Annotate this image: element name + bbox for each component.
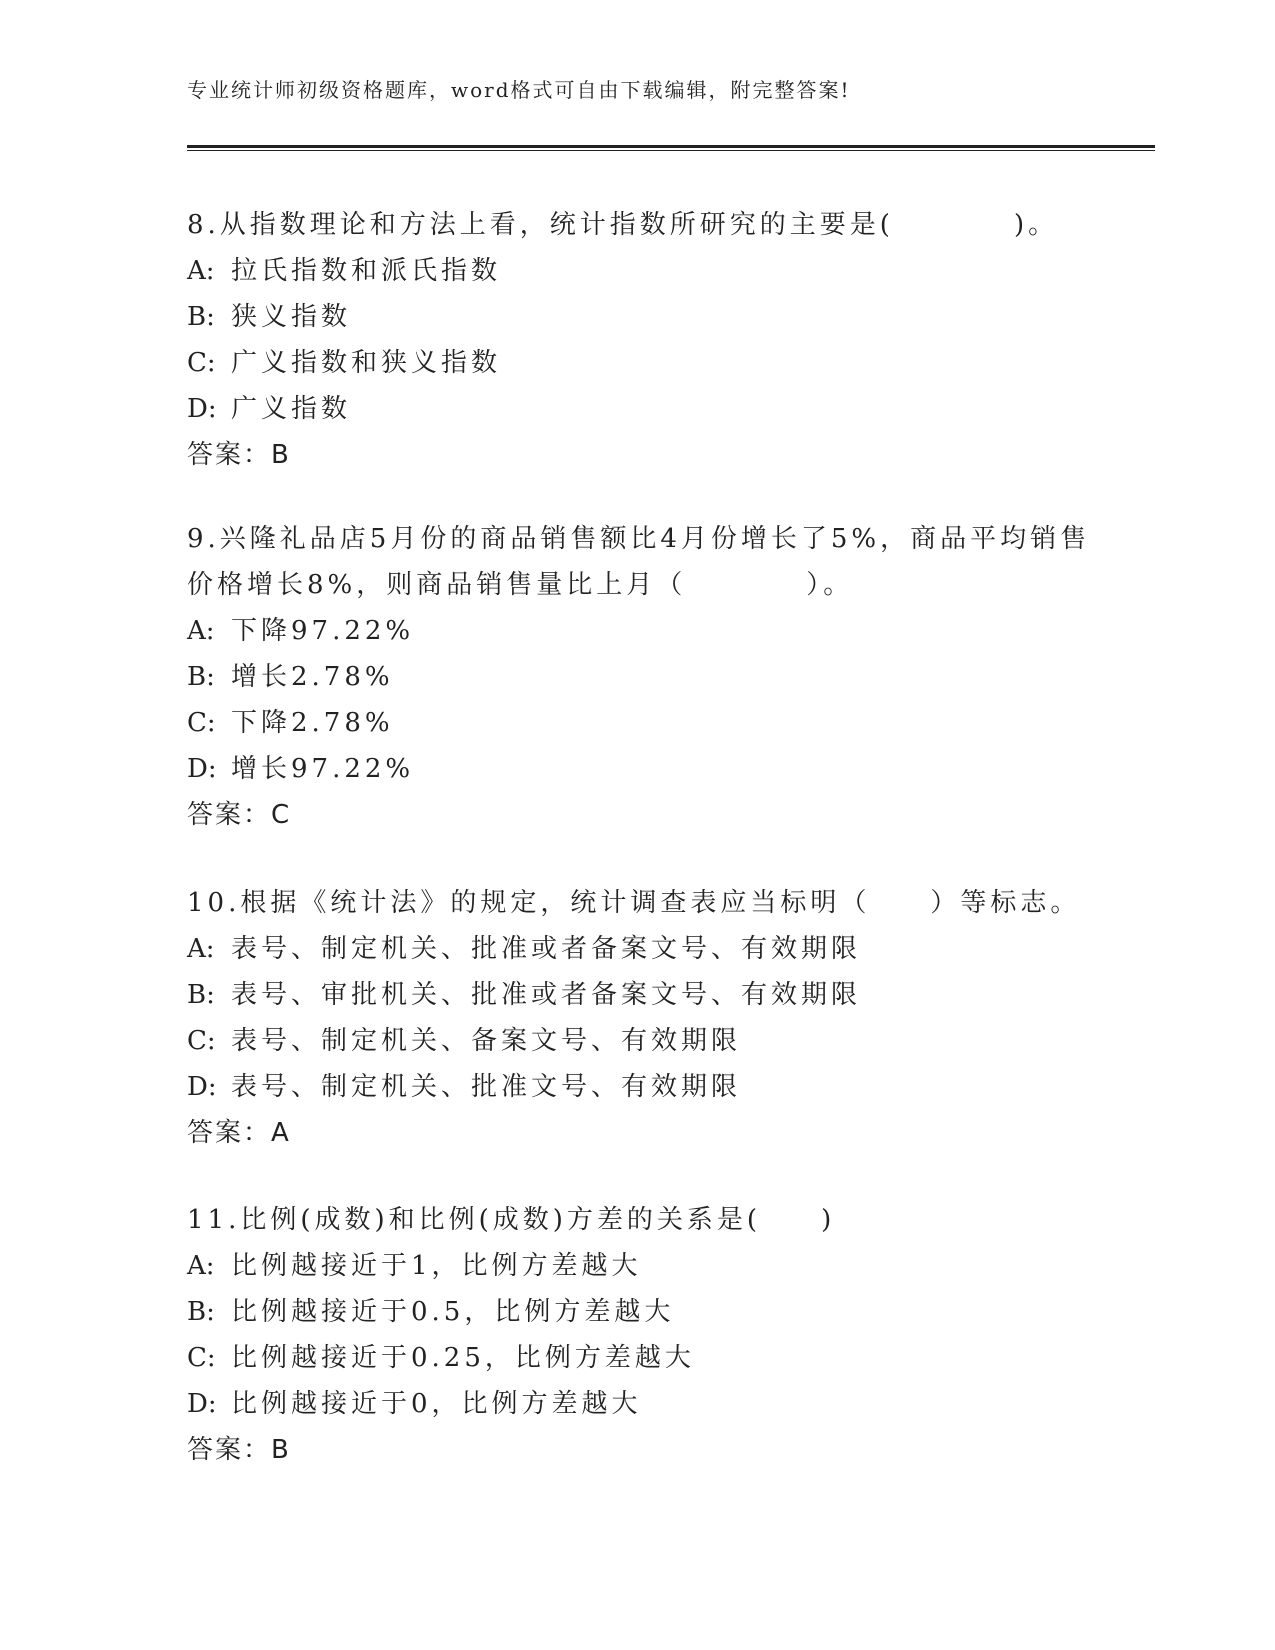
option-letter: A: [187,616,215,646]
option-a [187,248,1087,294]
option-letter: A: [187,934,215,964]
option-text: 拉氏指数和派氏指数 [231,256,502,286]
document-header: 专业统计师初级资格题库，word格式可自由下载编辑，附完整答案! [187,78,851,102]
header-rule-thick [187,145,1155,148]
option-text: 比例越接近于1，比例方差越大 [231,1251,642,1281]
option-letter: D: [187,1072,217,1102]
question-11 [187,1197,1087,1473]
option-c [187,1335,1087,1381]
option-d [187,1064,1087,1110]
option-text: 比例越接近于0.25，比例方差越大 [231,1343,695,1373]
option-letter: B: [187,1297,215,1327]
option-letter: C: [187,1026,216,1056]
option-letter: D: [187,754,217,784]
option-text: 广义指数 [231,394,352,424]
answer: 答案：B [187,1435,291,1465]
option-b [187,1289,1087,1335]
option-letter: B: [187,980,215,1010]
answer: 答案：A [187,1118,291,1148]
question-stem: 8.从指数理论和方法上看，统计指数所研究的主要是( )。 [187,210,1059,240]
option-text: 表号、制定机关、备案文号、有效期限 [231,1026,742,1056]
option-letter: B: [187,662,215,692]
option-d [187,386,1087,432]
option-letter: C: [187,708,216,738]
question-10 [187,880,1087,1156]
question-stem: 10.根据《统计法》的规定，统计调查表应当标明（ ）等标志。 [187,888,1081,918]
option-text: 增长97.22% [231,754,415,784]
option-c [187,1018,1087,1064]
option-text: 下降97.22% [231,616,415,646]
option-letter: A: [187,256,215,286]
header-rule-thin [187,150,1155,151]
answer: 答案：B [187,440,291,470]
option-c [187,340,1087,386]
option-a [187,926,1087,972]
answer: 答案：C [187,800,292,830]
option-c [187,700,1087,746]
option-b [187,654,1087,700]
option-b [187,972,1087,1018]
option-d [187,1381,1087,1427]
question-stem: 11.比例(成数)和比例(成数)方差的关系是( ) [187,1205,836,1235]
option-text: 狭义指数 [231,302,352,332]
option-letter: B: [187,302,215,332]
question-9 [187,516,1091,838]
option-letter: D: [187,1389,217,1419]
question-stem: 9.兴隆礼品店5月份的商品销售额比4月份增长了5%，商品平均销售 [187,524,1091,554]
question-stem-cont: 价格增长8%，则商品销售量比上月（ ）。 [187,570,854,600]
option-letter: C: [187,348,216,378]
option-letter: D: [187,394,217,424]
option-text: 表号、制定机关、批准文号、有效期限 [231,1072,742,1102]
option-text: 表号、制定机关、批准或者备案文号、有效期限 [231,934,862,964]
option-text: 比例越接近于0.5，比例方差越大 [231,1297,675,1327]
option-text: 广义指数和狭义指数 [231,348,502,378]
option-text: 表号、审批机关、批准或者备案文号、有效期限 [231,980,862,1010]
option-a [187,1243,1087,1289]
option-text: 比例越接近于0，比例方差越大 [231,1389,642,1419]
option-text: 下降2.78% [231,708,394,738]
option-a [187,608,1087,654]
option-letter: A: [187,1251,215,1281]
option-letter: C: [187,1343,216,1373]
question-8 [187,202,1087,478]
option-d [187,746,1087,792]
option-b [187,294,1087,340]
option-text: 增长2.78% [231,662,394,692]
